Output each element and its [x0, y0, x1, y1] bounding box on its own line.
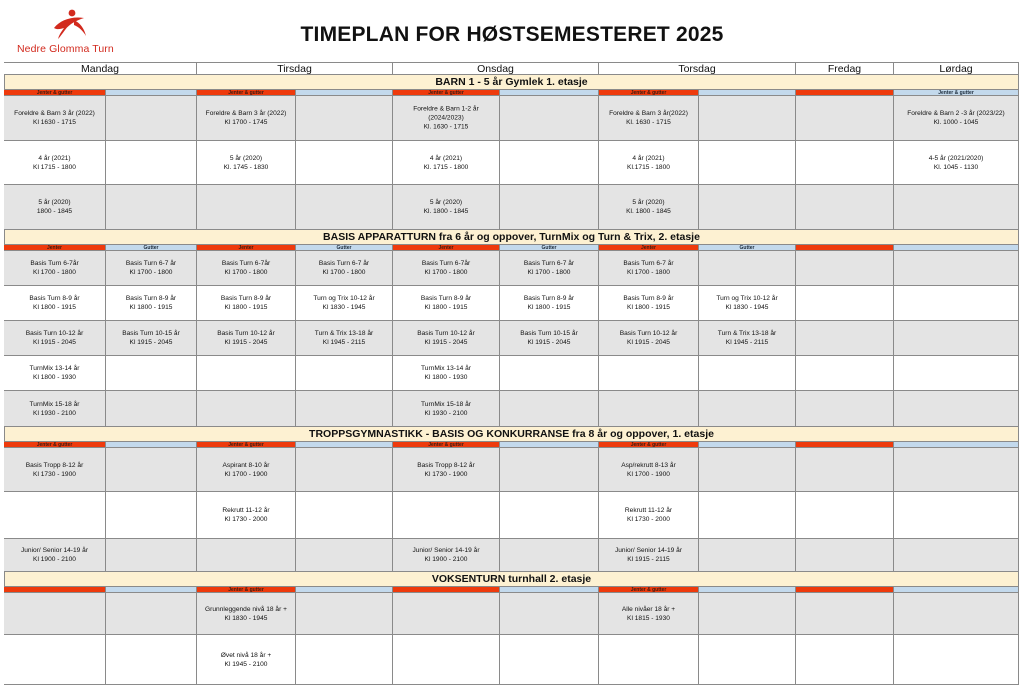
class-entry: Øvet nivå 18 år + Kl 1945 - 2100 — [220, 651, 272, 668]
schedule-cell — [106, 321, 197, 356]
group-tag: Jenter — [4, 245, 106, 251]
section-title: TROPPSGYMNASTIKK - BASIS OG KONKURRANSE fra 8 år og oppover, 1. etasje — [4, 427, 1019, 442]
class-entry: Basis Turn 8-9 år Kl 1800 - 1915 — [29, 295, 80, 311]
schedule-cell — [699, 492, 796, 539]
class-entry: Basis Turn 6-7 år Kl 1700 - 1800 — [125, 260, 177, 276]
schedule-cell — [894, 635, 1019, 685]
schedule-cell — [894, 286, 1019, 321]
class-entry: Rekrutt 11-12 år Kl 1730 - 2000 — [222, 507, 270, 523]
schedule-cell — [296, 96, 393, 141]
schedule-cell — [796, 539, 894, 572]
class-entry: Aspirant 8-10 år Kl 1700 - 1900 — [222, 461, 270, 478]
schedule-cell — [106, 391, 197, 427]
class-entry: Turn & Trix 13-18 år Kl 1945 - 2115 — [717, 330, 777, 346]
class-entry: TurnMix 15-18 år Kl 1930 - 2100 — [421, 400, 471, 417]
schedule-cell — [393, 185, 500, 230]
schedule-cell — [106, 251, 197, 286]
day-header-torsdag: Torsdag — [599, 62, 796, 75]
schedule-cell — [796, 251, 894, 286]
schedule-cell — [296, 321, 393, 356]
class-entry: Grunnleggende nivå 18 år + Kl 1830 - 1945 — [205, 605, 287, 622]
schedule-cell — [599, 391, 699, 427]
schedule-cell — [796, 635, 894, 685]
schedule-cell — [796, 286, 894, 321]
schedule-cell — [4, 492, 106, 539]
group-tag: Jenter — [599, 245, 699, 251]
group-tag: Jenter & gutter — [393, 442, 500, 448]
schedule-cell — [197, 391, 296, 427]
class-entry: Basis Turn 10-15 år Kl 1915 - 2045 — [122, 330, 180, 346]
schedule-cell — [599, 593, 699, 635]
group-tag: Jenter — [197, 245, 296, 251]
schedule-cell — [393, 492, 500, 539]
group-tag: Jenter — [393, 245, 500, 251]
schedule-cell — [500, 141, 599, 185]
schedule-cell — [599, 448, 699, 492]
schedule-cell — [894, 96, 1019, 141]
schedule-cell — [197, 185, 296, 230]
class-entry: 4 år (2021) Kl.1715 - 1800 — [627, 154, 670, 171]
schedule-cell — [4, 539, 106, 572]
schedule-cell — [796, 185, 894, 230]
schedule-cell — [699, 96, 796, 141]
class-entry: 4 år (2021) Kl 1715 - 1800 — [33, 154, 76, 171]
day-header-lørdag: Lørdag — [894, 62, 1019, 75]
class-entry: 5 år (2020) Kl. 1745 - 1830 — [223, 154, 269, 171]
schedule-cell — [393, 286, 500, 321]
schedule-cell — [393, 141, 500, 185]
schedule-cell — [106, 141, 197, 185]
schedule-cell — [894, 492, 1019, 539]
class-entry: Basis Turn 6-7 år Kl 1700 - 1800 — [523, 260, 575, 276]
group-tag: Jenter & gutter — [599, 90, 699, 96]
schedule-cell — [197, 593, 296, 635]
schedule-cell — [4, 356, 106, 391]
schedule-cell — [4, 593, 106, 635]
schedule-cell — [500, 391, 599, 427]
logo-text: Nedre Glomma Turn — [17, 43, 114, 55]
schedule-cell — [4, 96, 106, 141]
class-entry: Basis Turn 6-7år Kl 1700 - 1800 — [421, 260, 471, 276]
group-tag: Gutter — [500, 245, 599, 251]
class-entry: 5 år (2020) 1800 - 1845 — [36, 199, 73, 215]
schedule-cell — [699, 141, 796, 185]
schedule-cell — [500, 635, 599, 685]
schedule-cell — [500, 321, 599, 356]
schedule-cell — [699, 356, 796, 391]
schedule-cell — [296, 448, 393, 492]
schedule-cell — [296, 391, 393, 427]
group-tag: Jenter & gutter — [4, 442, 106, 448]
schedule-cell — [599, 286, 699, 321]
schedule-cell — [599, 356, 699, 391]
class-entry: Junior/ Senior 14-19 år Kl 1900 - 2100 — [20, 547, 89, 563]
section-title: VOKSENTURN turnhall 2. etasje — [4, 572, 1019, 587]
schedule-cell — [393, 593, 500, 635]
group-tag: Jenter & gutter — [197, 442, 296, 448]
class-entry: 4 år (2021) Kl. 1715 - 1800 — [423, 154, 469, 171]
class-entry: Junior/ Senior 14-19 år Kl 1900 - 2100 — [412, 547, 480, 563]
class-entry: TurnMix 15-18 år Kl 1930 - 2100 — [29, 400, 80, 417]
schedule-cell — [393, 391, 500, 427]
schedule-cell — [796, 141, 894, 185]
class-entry: Alle nivåer 18 år + Kl 1815 - 1930 — [621, 605, 676, 622]
group-tag: Gutter — [296, 245, 393, 251]
schedule-cell — [500, 185, 599, 230]
section-title: BARN 1 - 5 år Gymlek 1. etasje — [4, 75, 1019, 90]
schedule-cell — [197, 251, 296, 286]
class-entry: Turn & Trix 13-18 år Kl 1945 - 2115 — [314, 330, 374, 346]
schedule-cell — [4, 448, 106, 492]
class-entry: Basis Turn 10-12 år Kl 1915 - 2045 — [217, 330, 275, 346]
schedule-cell — [296, 539, 393, 572]
schedule-cell — [393, 448, 500, 492]
class-entry: Basis Turn 8-9 år Kl 1800 - 1915 — [523, 295, 575, 311]
schedule-cell — [296, 492, 393, 539]
schedule-cell — [699, 321, 796, 356]
schedule-cell — [197, 356, 296, 391]
schedule-cell — [599, 141, 699, 185]
schedule-cell — [197, 539, 296, 572]
schedule-cell — [500, 539, 599, 572]
schedule-cell — [699, 251, 796, 286]
class-entry: 5 år (2020) Kl. 1800 - 1845 — [626, 199, 671, 215]
schedule-cell — [393, 321, 500, 356]
schedule-cell — [500, 492, 599, 539]
class-entry: Rekrutt 11-12 år Kl 1730 - 2000 — [624, 507, 673, 523]
schedule-cell — [4, 321, 106, 356]
schedule-cell — [393, 356, 500, 391]
group-tag: Jenter & gutter — [4, 90, 106, 96]
class-entry: 4-5 år (2021/2020) Kl. 1045 - 1130 — [928, 154, 984, 171]
group-tag: Jenter & gutter — [599, 442, 699, 448]
group-tag: Gutter — [106, 245, 197, 251]
schedule-cell — [296, 356, 393, 391]
schedule-cell — [106, 539, 197, 572]
schedule-cell — [4, 391, 106, 427]
class-entry: Basis Turn 10-12 år Kl 1915 - 2045 — [417, 330, 475, 346]
day-header-mandag: Mandag — [4, 62, 197, 75]
schedule-cell — [197, 448, 296, 492]
schedule-cell — [296, 141, 393, 185]
schedule-cell — [296, 635, 393, 685]
schedule-cell — [599, 185, 699, 230]
class-entry: Basis Tropp 8-12 år Kl 1730 - 1900 — [417, 461, 475, 478]
schedule-cell — [894, 391, 1019, 427]
schedule-cell — [796, 593, 894, 635]
schedule-cell — [106, 448, 197, 492]
schedule-cell — [699, 539, 796, 572]
schedule-cell — [296, 593, 393, 635]
schedule-cell — [599, 96, 699, 141]
group-tag: Jenter & gutter — [894, 90, 1019, 96]
class-entry: Foreldre & Barn 1-2 år (2024/2023) Kl. 1630 - 1715 — [413, 105, 479, 131]
schedule-cell — [106, 492, 197, 539]
schedule-cell — [599, 321, 699, 356]
schedule-cell — [393, 96, 500, 141]
day-header-tirsdag: Tirsdag — [197, 62, 393, 75]
schedule-cell — [894, 141, 1019, 185]
schedule-cell — [699, 635, 796, 685]
schedule-cell — [106, 593, 197, 635]
class-entry: Foreldre & Barn 2 -3 år (2023/22) Kl. 1000 - 1045 — [907, 110, 1005, 126]
schedule-cell — [894, 593, 1019, 635]
class-entry: Junior/ Senior 14-19 år Kl 1915 - 2115 — [614, 547, 683, 563]
class-entry: Basis Turn 10-15 år Kl 1915 - 2045 — [520, 330, 578, 346]
schedule-cell — [4, 286, 106, 321]
class-entry: TurnMix 13-14 år Kl 1800 - 1930 — [29, 365, 80, 381]
schedule-cell — [4, 251, 106, 286]
class-entry: Foreldre & Barn 3 år (2022) Kl 1700 - 1745 — [205, 110, 287, 126]
schedule-cell — [699, 286, 796, 321]
class-entry: Basis Turn 10-12 år Kl 1915 - 2045 — [619, 330, 678, 346]
group-tag: Jenter & gutter — [393, 90, 500, 96]
schedule-cell — [894, 448, 1019, 492]
schedule-cell — [393, 635, 500, 685]
schedule-cell — [796, 356, 894, 391]
schedule-cell — [599, 539, 699, 572]
schedule-cell — [197, 321, 296, 356]
schedule-cell — [894, 356, 1019, 391]
schedule-cell — [4, 185, 106, 230]
schedule-cell — [796, 96, 894, 141]
schedule-cell — [796, 492, 894, 539]
schedule-cell — [599, 492, 699, 539]
schedule-cell — [796, 321, 894, 356]
schedule-cell — [197, 141, 296, 185]
class-entry: Foreldre & Barn 3 år(2022) Kl. 1630 - 1715 — [609, 110, 688, 126]
schedule-cell — [796, 391, 894, 427]
group-tag: Gutter — [699, 245, 796, 251]
class-entry: Basis Turn 8-9 år Kl 1800 - 1915 — [125, 295, 177, 311]
schedule-cell — [894, 251, 1019, 286]
page-title: TIMEPLAN FOR HØSTSEMESTERET 2025 — [300, 23, 724, 46]
schedule-cell — [4, 635, 106, 685]
schedule-cell — [500, 96, 599, 141]
class-entry: Turn og Trix 10-12 år Kl 1830 - 1945 — [716, 295, 778, 311]
schedule-cell — [197, 635, 296, 685]
class-entry: Basis Turn 6-7 år Kl 1700 - 1800 — [318, 260, 370, 276]
schedule-cell — [197, 96, 296, 141]
section-title: BASIS APPARATTURN fra 6 år og oppover, TurnMix og Turn & Trix, 2. etasje — [4, 230, 1019, 245]
schedule-cell — [894, 185, 1019, 230]
schedule-cell — [106, 286, 197, 321]
schedule-cell — [106, 635, 197, 685]
schedule-cell — [699, 185, 796, 230]
schedule-cell — [500, 448, 599, 492]
schedule-cell — [106, 356, 197, 391]
schedule-cell — [296, 251, 393, 286]
schedule-cell — [197, 492, 296, 539]
schedule-cell — [500, 356, 599, 391]
class-entry: Basis Turn 10-12 år Kl 1915 - 2045 — [25, 330, 84, 346]
schedule-cell — [894, 539, 1019, 572]
schedule-cell — [500, 593, 599, 635]
class-entry: Basis Turn 8-9 år Kl 1800 - 1915 — [220, 295, 272, 311]
class-entry: Asp/rekrutt 8-13 år Kl 1700 - 1900 — [621, 461, 676, 478]
schedule-cell — [599, 635, 699, 685]
schedule-cell — [699, 448, 796, 492]
schedule-cell — [500, 251, 599, 286]
class-entry: Foreldre & Barn 3 år (2022) Kl 1630 - 1715 — [14, 110, 95, 126]
schedule-cell — [599, 251, 699, 286]
day-header-fredag: Fredag — [796, 62, 894, 75]
class-entry: Basis Turn 6-7år Kl 1700 - 1800 — [221, 260, 271, 276]
schedule-cell — [393, 251, 500, 286]
class-entry: Turn og Trix 10-12 år Kl 1830 - 1945 — [313, 295, 375, 311]
group-tag: Jenter & gutter — [197, 587, 296, 593]
group-tag: Jenter & gutter — [197, 90, 296, 96]
day-header-onsdag: Onsdag — [393, 62, 599, 75]
page-header — [0, 0, 1024, 62]
timetable-grid — [4, 62, 1019, 684]
schedule-cell — [197, 286, 296, 321]
schedule-cell — [296, 286, 393, 321]
class-entry: Basis Turn 6-7 år Kl 1700 - 1800 — [623, 260, 674, 276]
class-entry: Basis Tropp 8-12 år Kl 1730 - 1900 — [25, 461, 84, 478]
group-tag: Jenter & gutter — [599, 587, 699, 593]
class-entry: TurnMix 13-14 år Kl 1800 - 1930 — [421, 365, 471, 381]
schedule-cell — [500, 286, 599, 321]
class-entry: Basis Turn 8-9 år Kl 1800 - 1915 — [420, 295, 472, 311]
schedule-cell — [106, 96, 197, 141]
schedule-cell — [296, 185, 393, 230]
schedule-cell — [4, 141, 106, 185]
class-entry: Basis Turn 6-7år Kl 1700 - 1800 — [30, 260, 79, 276]
schedule-cell — [699, 391, 796, 427]
class-entry: Basis Turn 8-9 år Kl 1800 - 1915 — [623, 295, 674, 311]
class-entry: 5 år (2020) Kl. 1800 - 1845 — [423, 199, 469, 215]
schedule-cell — [894, 321, 1019, 356]
schedule-cell — [699, 593, 796, 635]
schedule-cell — [393, 539, 500, 572]
schedule-cell — [106, 185, 197, 230]
schedule-cell — [796, 448, 894, 492]
